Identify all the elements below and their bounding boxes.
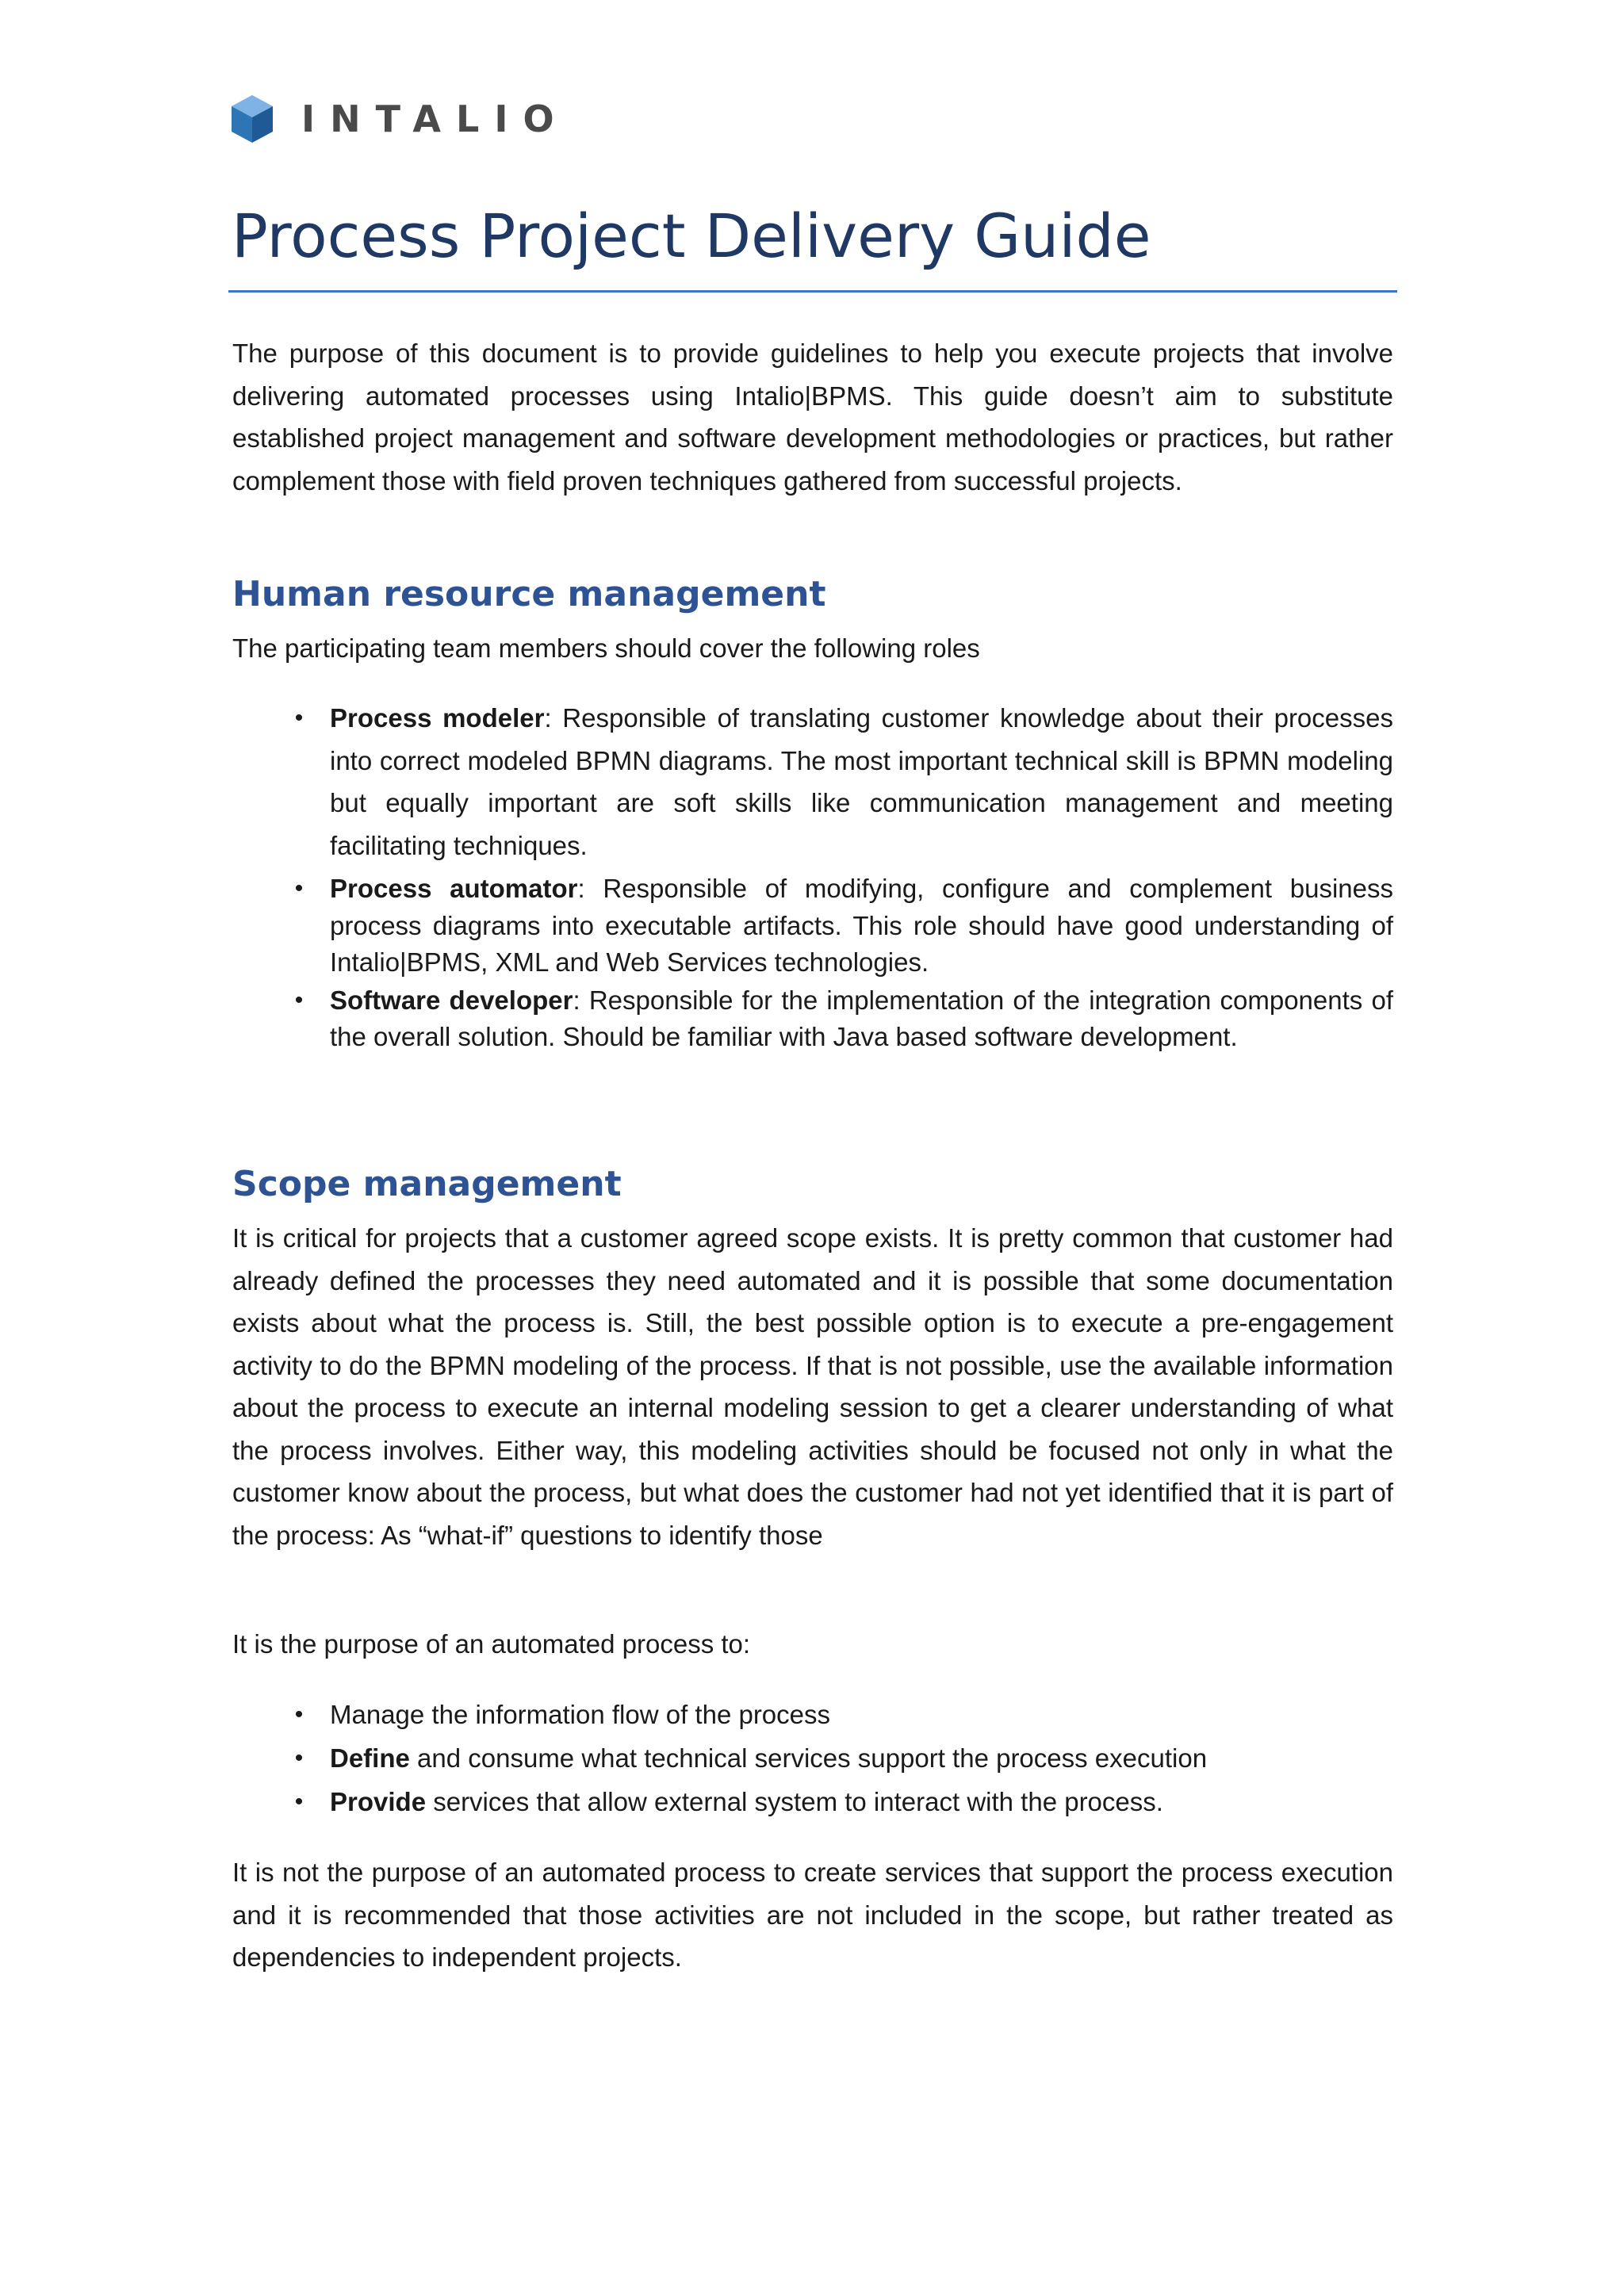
logo-wordmark: INTALIO	[301, 98, 569, 140]
scope-paragraph: It is critical for projects that a customer agreed scope exists. It is pretty common that customer had already defined the processes they need automated and it is possible that some documentation exists about what the process is. Still, the best possible option is to execute a pre-engagement activity to do the BPMN modeling of the process. If that is not possible, use the available information about the process to execute an internal modeling session to get a clearer understanding of what the process involves. Either way, this modeling activities should be focused not only in what the customer know about the process, but what does the customer had not yet identified that it is part of the process: As “what-if” questions to identify those	[232, 1223, 1393, 1550]
role-description: : Responsible for the implementation of the integration components of the overall solution. Should be familiar with Java based software development.	[330, 985, 1394, 1051]
section-heading-human-resource: Human resource management	[232, 574, 826, 614]
purpose-description: services that allow external system to interact with the process.	[426, 1787, 1163, 1816]
document-title: Process Project Delivery Guide	[232, 201, 1151, 271]
role-description: : Responsible of translating customer knowledge about their processes into correct modeled BPMN diagrams. The most important technical skill is BPMN modeling but equally important are soft skills like communication management and meeting facilitating techniques.	[330, 703, 1393, 860]
list-item-software-developer	[0, 982, 1393, 1056]
bullet-icon: •	[294, 986, 304, 1013]
list-item-process-modeler	[0, 697, 1393, 867]
purpose-term: Define	[330, 1743, 410, 1773]
purpose-term: Provide	[330, 1787, 427, 1816]
role-description: : Responsible of modifying, configure and complement business process diagrams into executable artifacts. This role should have good understanding of Intalio|BPMS, XML and Web Services technologies.	[330, 874, 1393, 977]
scope-closing-paragraph: It is not the purpose of an automated process to create services that support the process execution and it is recommended that those activities are not included in the scope, but rather treated as dependencies to independent projects.	[232, 1858, 1393, 1972]
blue-cube-logo-icon	[230, 94, 274, 144]
purpose-list	[0, 1693, 1624, 1823]
list-item-manage-information-flow	[0, 1693, 1393, 1736]
intalio-logo	[230, 94, 569, 144]
purpose-lead-paragraph: It is the purpose of an automated process to:	[232, 1629, 751, 1659]
section-heading-scope-management: Scope management	[232, 1164, 622, 1204]
bullet-icon: •	[294, 1745, 304, 1771]
hr-lead-paragraph: The participating team members should cover the following roles	[232, 633, 980, 663]
bullet-icon: •	[294, 875, 304, 901]
list-item-process-automator	[0, 871, 1393, 982]
role-term: Process automator	[330, 874, 578, 903]
bullet-icon: •	[294, 1789, 304, 1815]
role-term: Software developer	[330, 985, 573, 1015]
purpose-description: and consume what technical services support the process execution	[409, 1743, 1208, 1773]
roles-list	[0, 697, 1624, 867]
list-item-provide-services	[0, 1780, 1393, 1823]
title-underline-rule	[228, 290, 1397, 293]
bullet-icon: •	[294, 1701, 304, 1728]
roles-list-continued	[0, 871, 1624, 1056]
purpose-description: Manage the information flow of the process	[330, 1700, 831, 1729]
bullet-icon: •	[294, 705, 304, 731]
list-item-define-services	[0, 1736, 1393, 1780]
intro-paragraph: The purpose of this document is to provide guidelines to help you execute projects that involve delivering automated processes using Intalio|BPMS. This guide doesn’t aim to substitute established project management and software development methodologies or practices, but rather complement those with field proven techniques gathered from successful projects.	[232, 339, 1393, 496]
role-term: Process modeler	[330, 703, 545, 733]
